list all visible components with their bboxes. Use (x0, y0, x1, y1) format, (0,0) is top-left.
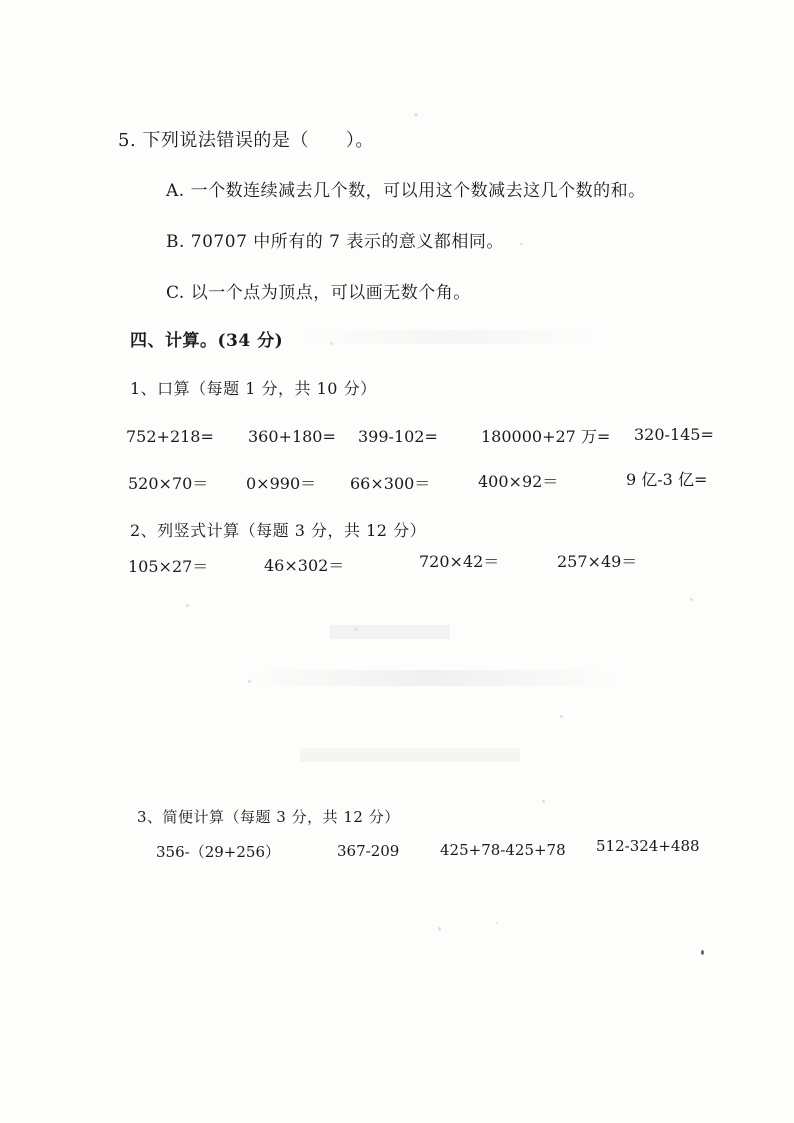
oral-calc-item: 9 亿-3 亿= (626, 470, 708, 489)
question-5-stem: 5. 下列说法错误的是（ ）。 (118, 130, 374, 151)
oral-calc-item: 66×300＝ (350, 474, 431, 493)
question-5-option-c: C. 以一个点为顶点，可以画无数个角。 (166, 283, 471, 303)
simple-calc-item: 425+78-425+78 (440, 841, 566, 859)
oral-calc-item: 360+180= (248, 427, 336, 446)
bleed-through-band (300, 748, 520, 762)
vertical-calc-item: 257×49＝ (557, 552, 638, 571)
scan-speck (560, 715, 563, 718)
scan-speck (438, 927, 441, 931)
scan-speck (690, 598, 693, 601)
scan-speck (701, 950, 704, 955)
part-2-title: 2、列竖式计算（每题 3 分，共 12 分） (130, 521, 427, 540)
bleed-through-band (330, 625, 450, 639)
oral-calc-item: 400×92＝ (478, 472, 559, 491)
simple-calc-item: 356-（29+256） (156, 843, 280, 861)
bleed-through-band (240, 670, 620, 686)
section-4-title: 四、计算。(34 分) (130, 331, 284, 351)
scan-speck (542, 800, 545, 803)
oral-calc-item: 752+218= (126, 427, 214, 446)
simple-calc-item: 367-209 (337, 842, 400, 860)
vertical-calc-item: 105×27＝ (128, 557, 209, 576)
part-1-title: 1、口算（每题 1 分，共 10 分） (130, 379, 377, 398)
oral-calc-item: 520×70＝ (128, 474, 209, 493)
scan-speck (186, 604, 189, 607)
scan-speck (496, 922, 498, 924)
vertical-calc-item: 720×42＝ (419, 552, 500, 571)
question-5-option-a: A. 一个数连续减去几个数，可以用这个数减去这几个数的和。 (166, 181, 646, 201)
oral-calc-item: 0×990＝ (246, 474, 317, 493)
scan-speck (520, 243, 523, 245)
oral-calc-item: 320-145= (634, 425, 714, 444)
question-5-option-b: B. 70707 中所有的 7 表示的意义都相同。 (166, 232, 504, 252)
bleed-through-band (300, 330, 600, 344)
oral-calc-item: 399-102= (358, 427, 438, 446)
scan-speck (414, 113, 418, 116)
oral-calc-item: 180000+27 万= (481, 427, 611, 446)
vertical-calc-item: 46×302＝ (264, 556, 345, 575)
part-3-title: 3、简便计算（每题 3 分，共 12 分） (137, 808, 400, 826)
simple-calc-item: 512-324+488 (596, 837, 700, 855)
